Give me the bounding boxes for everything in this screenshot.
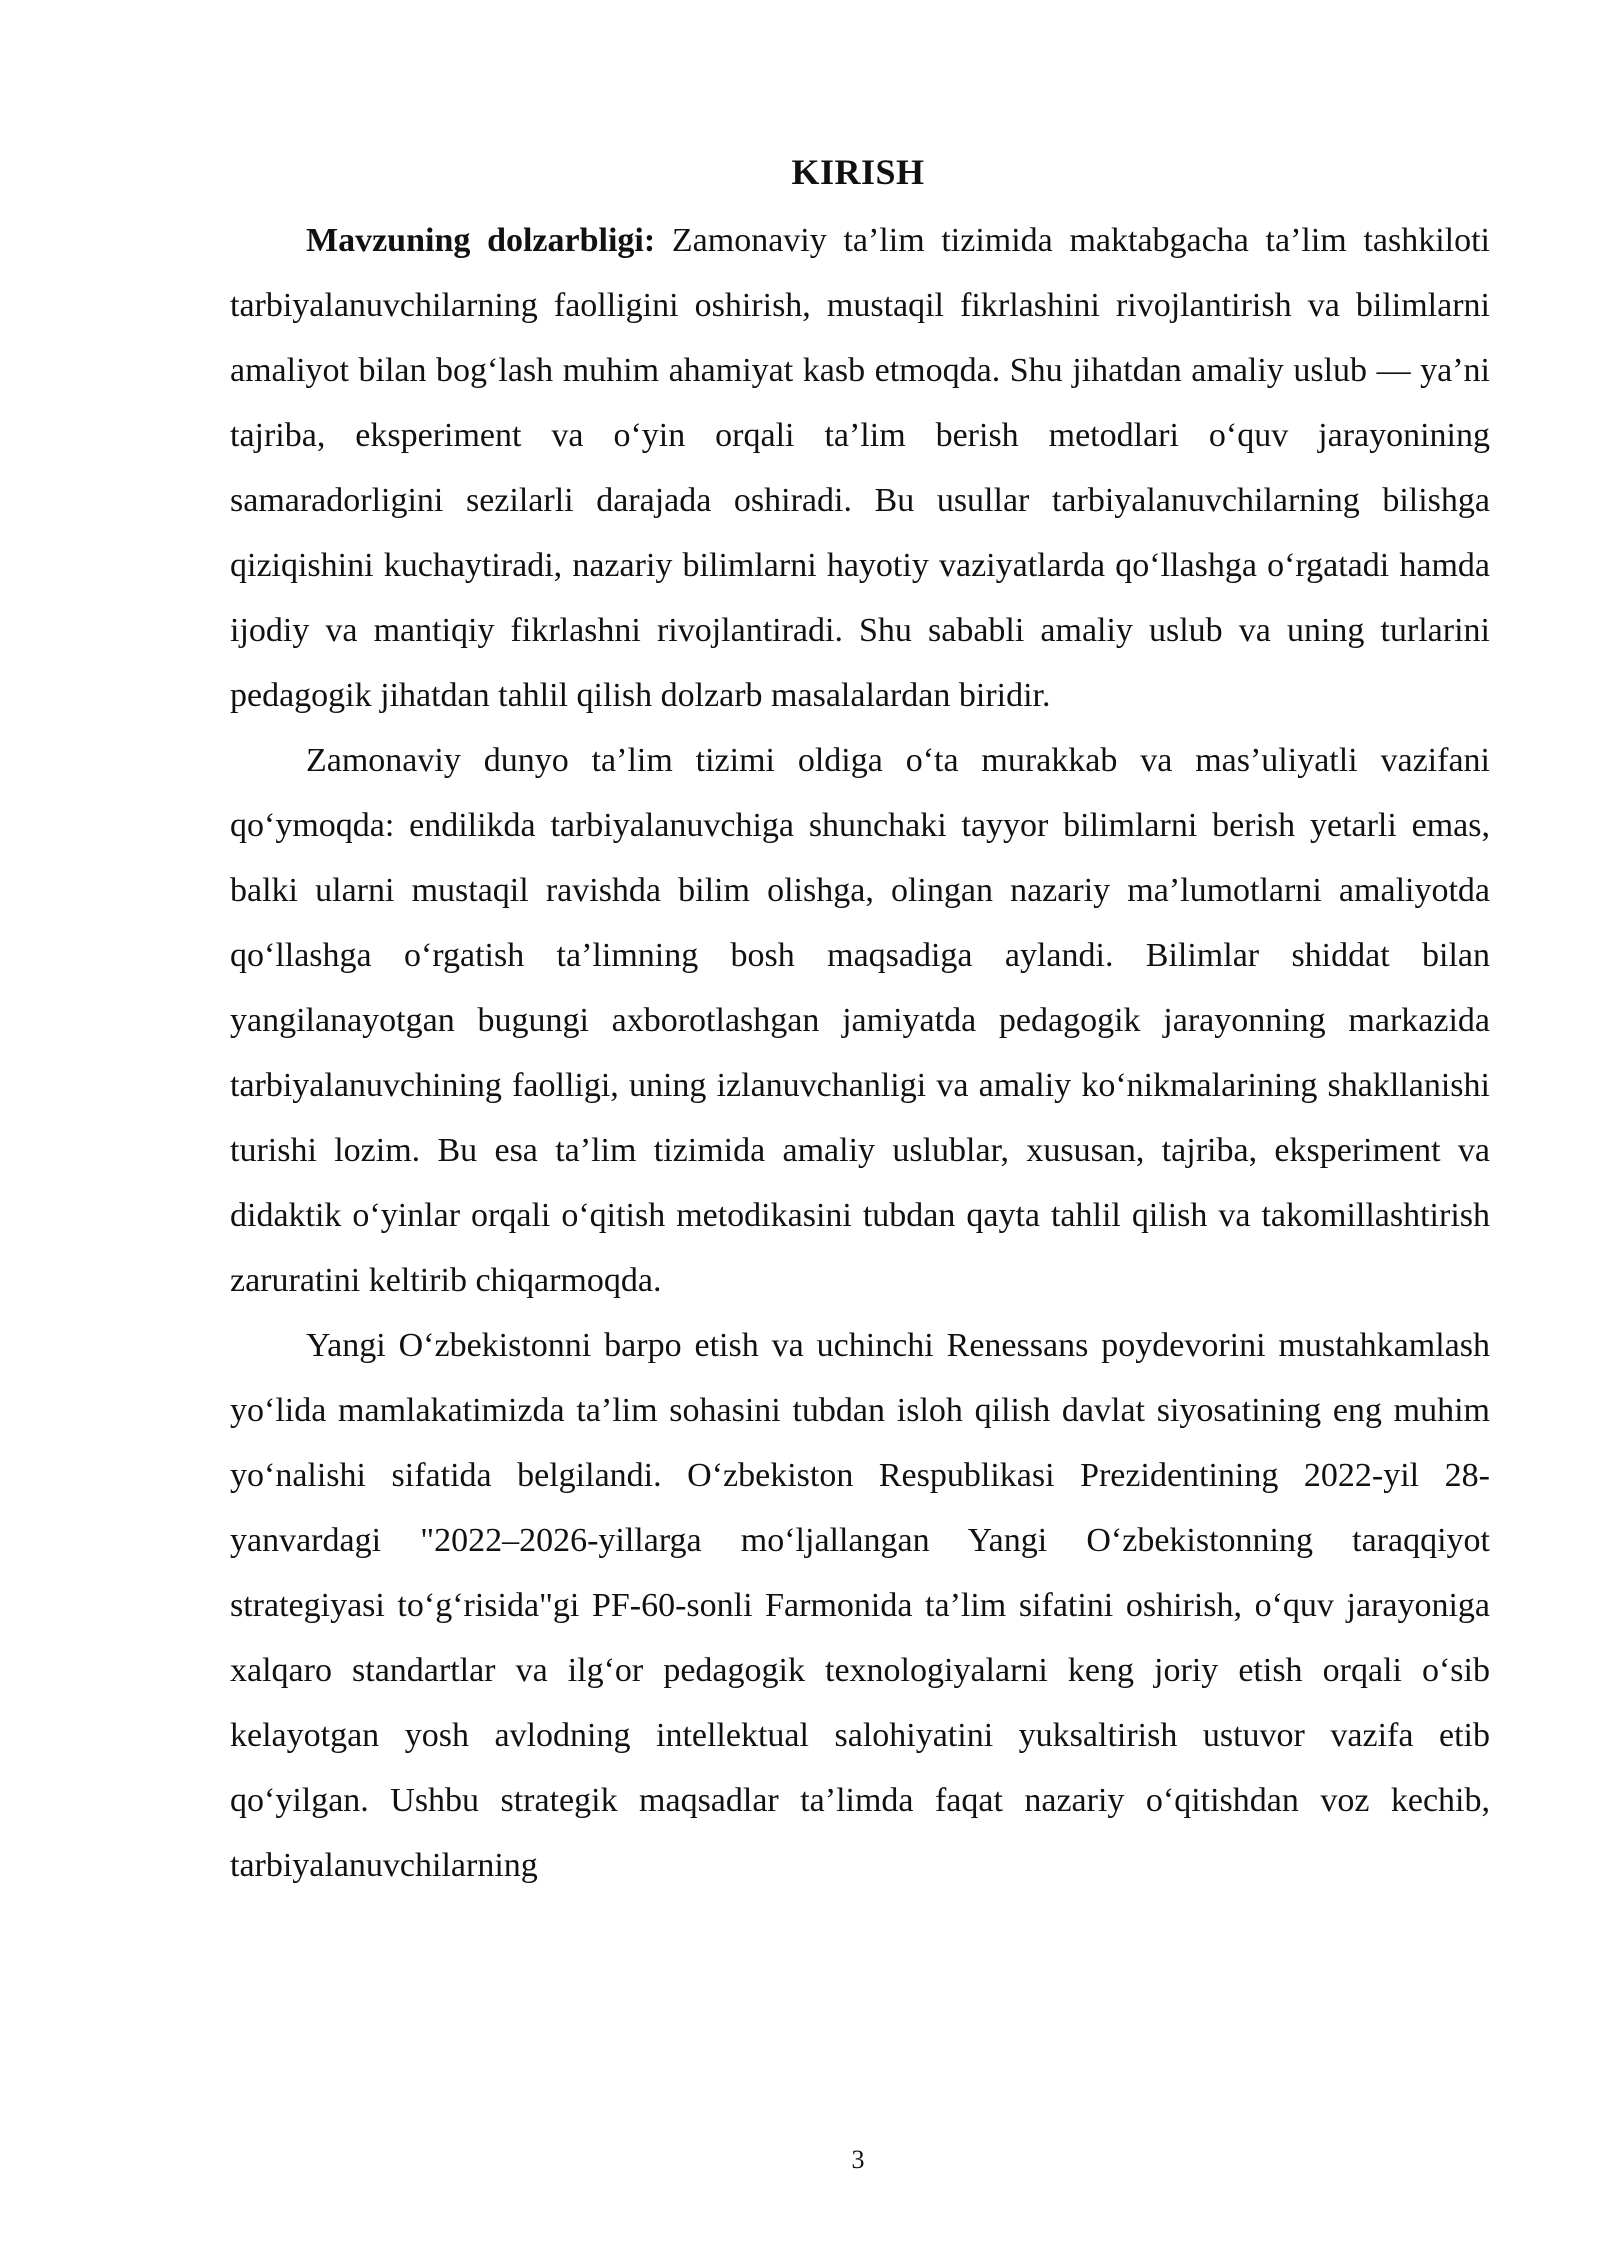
page-number: 3 [851,2145,865,2174]
paragraph-text: Yangi O‘zbekistonni barpo etish va uchinchi Renessans poydevorini mustahkamlash yo‘lida mamlakatimizda ta’lim sohasini tubdan isloh qilish davlat siyosatining eng muhim yo‘nalishi sifatida belgilandi. O‘zbekiston Respublikasi Prezidentining 2022-yil 28-yanvardagi "2022–2026-yillarga mo‘ljallangan Yangi O‘zbekistonning taraqqiyot strategiyasi to‘g‘risida"gi PF-60-sonli Farmonida ta’lim sifatini oshirish, o‘quv jarayoniga xalqaro standartlar va ilg‘or pedagogik texnologiyalarni keng joriy etish orqali o‘sib kelayotgan yosh avlodning intellektual salohiyatini yuksaltirish ustuvor vazifa etib qo‘yilgan. Ushbu strategik maqsadlar ta’limda faqat nazariy o‘qitishdan voz kechib, tarbiyalanuvchilarning [230,1327,1490,1884]
paragraph-text: Zamonaviy ta’lim tizimida maktabgacha ta’lim tashkiloti tarbiyalanuvchilarning faolligini oshirish, mustaqil fikrlashini rivojlantirish va bilimlarni amaliyot bilan bog‘lash muhim ahamiyat kasb etmoqda. Shu jihatdan amaliy uslub — ya’ni tajriba, eksperiment va o‘yin orqali ta’lim berish metodlari o‘quv jarayonining samaradorligini sezilarli darajada oshiradi. Bu usullar tarbiyalanuvchilarning bilishga qiziqishini kuchaytiradi, nazariy bilimlarni hayotiy vaziyatlarda qo‘llashga o‘rgatadi hamda ijodiy va mantiqiy fikrlashni rivojlantiradi. Shu sababli amaliy uslub va uning turlarini pedagogik jihatdan tahlil qilish dolzarb masalalardan biridir. [230,222,1490,714]
paragraph-text: Zamonaviy dunyo ta’lim tizimi oldiga o‘ta murakkab va mas’uliyatli vazifani qo‘ymoqda: endilikda tarbiyalanuvchiga shunchaki tayyor bilimlarni berish yetarli emas, balki ularni mustaqil ravishda bilim olishga, olingan nazariy ma’lumotlarni amaliyotda qo‘llashga o‘rgatish ta’limning bosh maqsadiga aylandi. Bilimlar shiddat bilan yangilanayotgan bugungi axborotlashgan jamiyatda pedagogik jarayonning markazida tarbiyalanuvchining faolligi, uning izlanuvchanligi va amaliy ko‘nikmalarining shakllanishi turishi lozim. Bu esa ta’lim tizimida amaliy uslublar, xususan, tajriba, eksperiment va didaktik o‘yinlar orqali o‘qitish metodikasini tubdan qayta tahlil qilish va takomillashtirish zaruratini keltirib chiqarmoqda. [230,742,1490,1299]
paragraph-lead-label: Mavzuning dolzarbligi: [306,222,656,259]
paragraph-new-uzbekistan [230,1313,1490,1898]
paragraph-modern-education [230,728,1490,1313]
paragraph-relevance [230,208,1490,728]
document-body [230,208,1490,1898]
section-heading: KIRISH [791,152,925,192]
